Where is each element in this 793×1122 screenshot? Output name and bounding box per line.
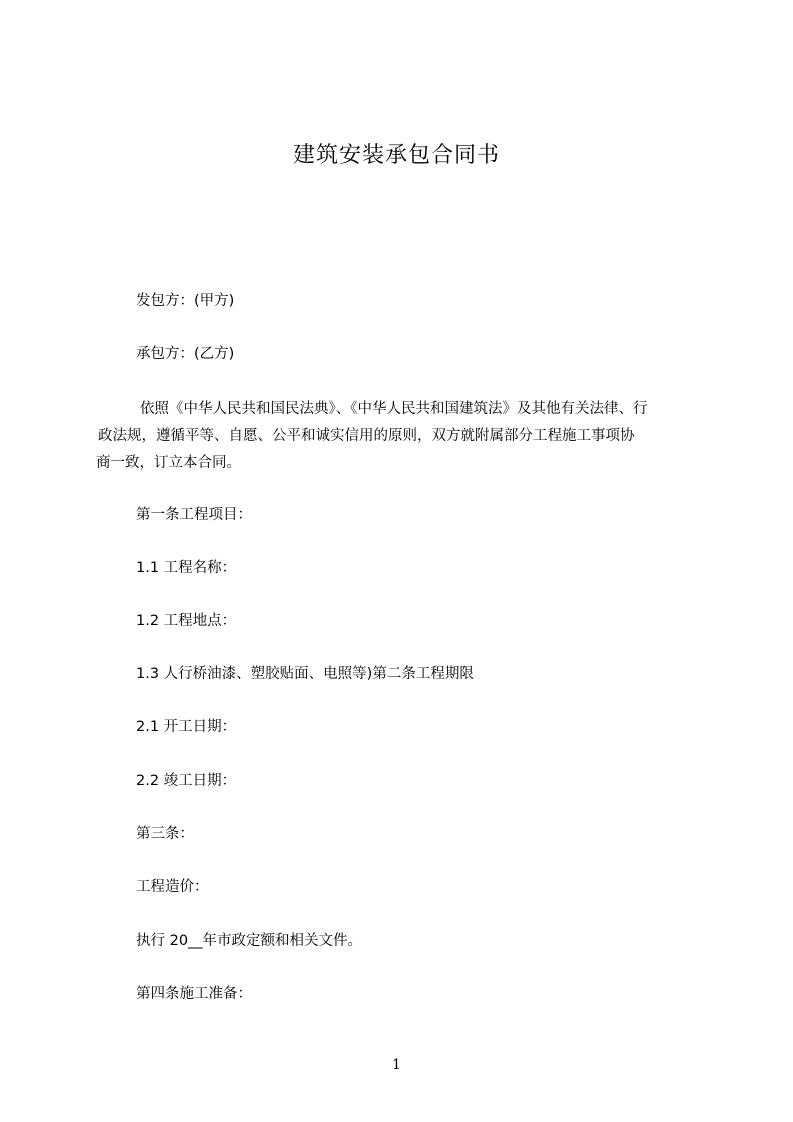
item-1-1: 1.1 工程名称： xyxy=(136,560,237,576)
party-b-line: 承包方：(乙方) xyxy=(136,346,235,362)
intro-paragraph xyxy=(96,396,708,477)
document-title: 建筑安装承包合同书 xyxy=(292,143,500,168)
item-1-3: 1.3 人行桥油漆、塑胶贴面、电照等)第二条工程期限 xyxy=(136,666,474,682)
item-2-1: 2.1 开工日期： xyxy=(136,719,237,735)
article-4-heading: 第四条施工准备： xyxy=(136,986,252,1002)
item-1-2: 1.2 工程地点： xyxy=(136,613,237,629)
intro-line-2: 政法规，遵循平等、自愿、公平和诚实信用的原则，双方就附属部分工程施工事项协 xyxy=(98,428,635,444)
item-2-2: 2.2 竣工日期： xyxy=(136,773,237,789)
cost-heading: 工程造价： xyxy=(136,879,209,895)
party-a-line: 发包方：(甲方) xyxy=(136,293,235,309)
intro-line-1: 依照《中华人民共和国民法典》、《中华人民共和国建筑法》及其他有关法律、行 xyxy=(140,401,648,417)
article-3-heading: 第三条： xyxy=(136,826,194,842)
article-1-heading: 第一条工程项目： xyxy=(136,507,252,523)
cost-text: 执行 20__年市政定额和相关文件。 xyxy=(136,933,363,949)
intro-line-3: 商一致，订立本合同。 xyxy=(96,455,241,471)
page-number: 1 xyxy=(392,1057,401,1073)
